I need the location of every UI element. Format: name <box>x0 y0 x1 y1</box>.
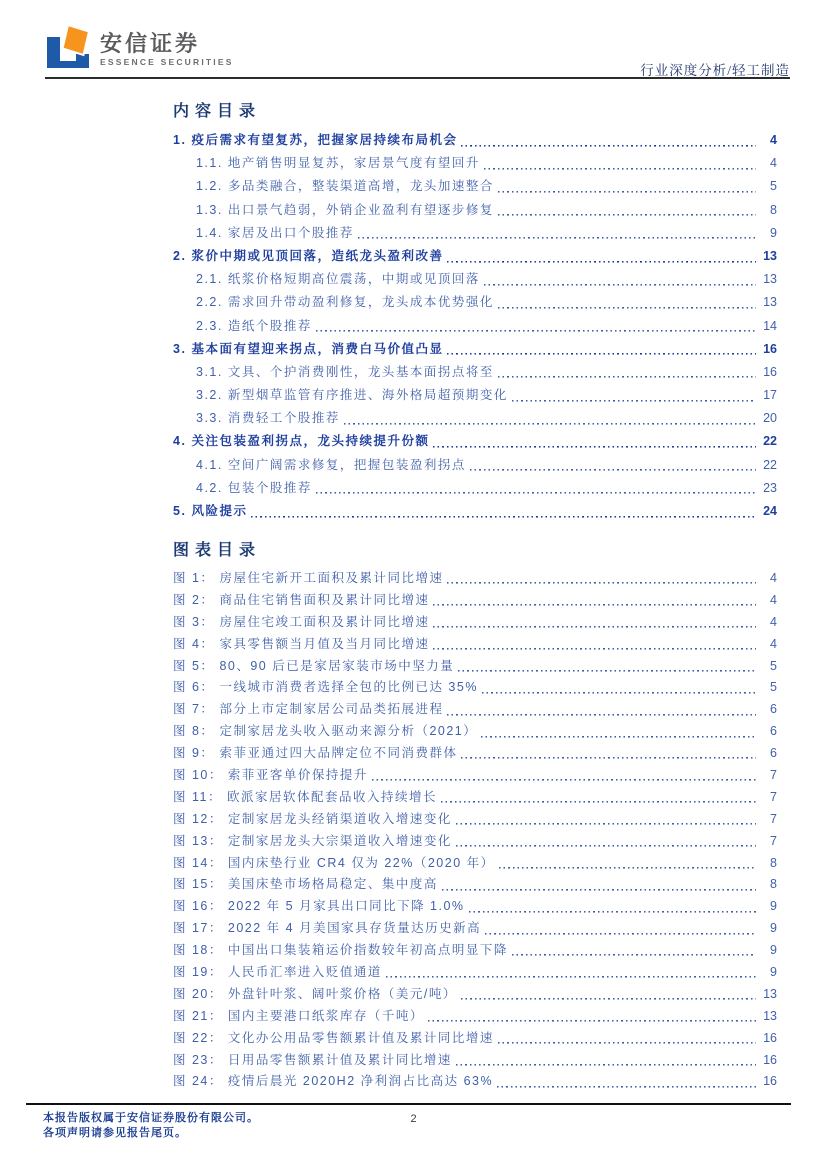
figure-entry <box>173 1071 777 1093</box>
entry-page: 22 <box>763 457 777 472</box>
entry-page: 13 <box>763 986 777 1001</box>
entry-number: 图 17： <box>173 921 223 936</box>
entry-number: 图 1： <box>173 571 215 585</box>
figure-entry <box>173 896 777 918</box>
entry-number: 图 14： <box>173 855 223 870</box>
entry-number: 图 21： <box>173 1008 223 1023</box>
entry-label: 基本面有望迎来拐点，消费白马价值凸显 <box>191 341 444 356</box>
figure-entry <box>173 1028 777 1050</box>
figure-entry <box>173 940 777 962</box>
entry-page: 5 <box>770 680 777 695</box>
header-divider <box>45 77 790 79</box>
entry-label: 外盘针叶浆、阔叶浆价格（美元/吨） <box>227 986 457 1001</box>
entry-label: 关注包装盈利拐点，龙头持续提升份额 <box>191 434 430 449</box>
dot-leader <box>433 430 756 453</box>
entry-label: 2022 年 5 月家具出口同比下降 1.0% <box>227 899 465 914</box>
figure-entry <box>173 743 777 765</box>
entry-label: 欧派家居软体配套品收入持续增长 <box>226 789 437 804</box>
dot-leader <box>498 361 756 384</box>
toc-entry <box>173 175 777 198</box>
entry-label: 疫情后晨光 2020H2 净利润占比高达 63% <box>227 1074 494 1089</box>
entry-number: 3.2. <box>196 388 223 403</box>
dot-leader <box>484 268 756 291</box>
entry-number: 图 7： <box>173 702 215 717</box>
entry-label: 包装个股推荐 <box>227 480 312 495</box>
contents-section <box>173 101 777 523</box>
dot-leader <box>358 222 756 245</box>
entry-label: 纸浆价格短期高位震荡，中期或见顶回落 <box>227 272 480 287</box>
figure-entry <box>173 787 777 809</box>
dot-leader <box>497 1071 756 1093</box>
entry-page: 5 <box>770 179 777 194</box>
entry-number: 3.3. <box>196 411 223 426</box>
entry-number: 1.3. <box>196 202 223 217</box>
brand-name-cn: 安信证券 <box>100 31 201 56</box>
dot-leader <box>433 612 756 634</box>
dot-leader <box>372 765 756 787</box>
entry-number: 图 23： <box>173 1052 223 1067</box>
entry-page: 6 <box>770 702 777 717</box>
entry-label: 中国出口集装箱运价指数较年初高点明显下降 <box>227 943 508 958</box>
toc-entry <box>173 129 777 152</box>
entry-label: 家居及出口个股推荐 <box>227 225 354 240</box>
entry-number: 图 16： <box>173 899 223 914</box>
dot-leader <box>461 743 756 765</box>
entry-label: 新型烟草监管有序推进、海外格局超预期变化 <box>227 388 508 403</box>
entry-label: 需求回升带动盈利修复，龙头成本优势强化 <box>227 295 494 310</box>
dot-leader <box>316 477 756 500</box>
entry-label: 疫后需求有望复苏，把握家居持续布局机会 <box>191 133 458 147</box>
entry-label: 部分上市定制家居公司品类拓展进程 <box>219 702 444 717</box>
entry-number: 3. <box>173 341 187 356</box>
entry-number: 图 2： <box>173 592 215 607</box>
figure-entry <box>173 765 777 787</box>
footer-copyright-line: 本报告版权属于安信证券股份有限公司。 <box>43 1112 259 1124</box>
entry-page: 4 <box>770 571 777 585</box>
entry-number: 4.2. <box>196 480 223 495</box>
entry-number: 图 11： <box>173 789 222 804</box>
toc-entry <box>173 152 777 175</box>
figure-entry <box>173 677 777 699</box>
entry-number: 图 19： <box>173 965 223 980</box>
dot-leader <box>433 590 756 612</box>
dot-leader <box>484 152 756 175</box>
entry-label: 出口景气趋弱，外销企业盈利有望逐步修复 <box>227 202 494 217</box>
figure-entry <box>173 699 777 721</box>
entry-label: 一线城市消费者选择全包的比例已达 35% <box>219 680 478 695</box>
entry-label: 国内床垫行业 CR4 仅为 22%（2020 年） <box>227 855 495 870</box>
entry-page: 16 <box>763 1074 777 1089</box>
dot-leader <box>498 175 756 198</box>
footer-disclaimer-line: 各项声明请参见报告尾页。 <box>43 1127 187 1139</box>
figure-entry <box>173 568 777 590</box>
figure-entry <box>173 721 777 743</box>
entry-number: 图 9： <box>173 746 215 761</box>
dot-leader <box>442 874 756 896</box>
entry-number: 1.1. <box>196 156 223 171</box>
brand-text <box>100 32 234 69</box>
toc-entry <box>173 199 777 222</box>
dot-leader <box>498 1028 756 1050</box>
toc-list <box>173 129 777 523</box>
entry-label: 家具零售额当月值及当月同比增速 <box>219 636 430 651</box>
entry-label: 定制家居龙头收入驱动来源分析（2021） <box>219 724 478 739</box>
entry-label: 定制家居龙头经销渠道收入增速变化 <box>227 811 452 826</box>
entry-number: 2.2. <box>196 295 223 310</box>
dot-leader <box>344 407 756 430</box>
entry-number: 5. <box>173 504 187 518</box>
brand-logo-icon <box>45 24 91 69</box>
entry-number: 图 20： <box>173 986 223 1001</box>
dot-leader <box>512 384 756 407</box>
entry-label: 商品住宅销售面积及累计同比增速 <box>219 592 430 607</box>
entry-label: 造纸个股推荐 <box>227 318 312 333</box>
dot-leader <box>498 291 756 314</box>
dot-leader <box>447 568 756 590</box>
entry-number: 1.2. <box>196 179 223 194</box>
brand-logo <box>45 24 234 69</box>
entry-page: 4 <box>770 133 777 147</box>
entry-page: 9 <box>770 899 777 914</box>
dot-leader <box>485 918 756 940</box>
entry-label: 索菲亚通过四大品牌定位不同消费群体 <box>219 746 458 761</box>
dot-leader <box>428 1006 756 1028</box>
entry-page: 9 <box>770 225 777 240</box>
entry-number: 2.3. <box>196 318 223 333</box>
entry-page: 16 <box>763 1052 777 1067</box>
dot-leader <box>441 787 756 809</box>
entry-page: 20 <box>763 411 777 426</box>
entry-label: 文化办公用品零售额累计值及累计同比增速 <box>227 1030 494 1045</box>
dot-leader <box>316 315 756 338</box>
figures-title: 图表目录 <box>173 542 262 559</box>
entry-page: 5 <box>770 658 777 673</box>
entry-page: 16 <box>763 364 777 379</box>
dot-leader <box>447 338 756 361</box>
entry-page: 24 <box>763 504 777 518</box>
figure-entry <box>173 612 777 634</box>
entry-page: 6 <box>770 724 777 739</box>
entry-page: 16 <box>763 1030 777 1045</box>
entry-number: 1.4. <box>196 225 223 240</box>
figure-entry <box>173 590 777 612</box>
toc-entry <box>173 430 777 453</box>
entry-label: 美国床垫市场格局稳定、集中度高 <box>227 877 438 892</box>
entry-number: 图 13： <box>173 833 223 848</box>
figure-entry <box>173 962 777 984</box>
entry-page: 22 <box>763 434 777 449</box>
entry-page: 13 <box>763 272 777 287</box>
dot-leader <box>456 831 756 853</box>
entry-number: 4. <box>173 434 187 449</box>
entry-page: 23 <box>763 480 777 495</box>
figure-entry <box>173 831 777 853</box>
entry-label: 日用品零售额累计值及累计同比增速 <box>227 1052 452 1067</box>
entry-number: 1. <box>173 133 187 147</box>
entry-number: 2. <box>173 248 187 263</box>
toc-entry <box>173 384 777 407</box>
entry-label: 地产销售明显复苏，家居景气度有望回升 <box>227 156 480 171</box>
entry-page: 4 <box>770 592 777 607</box>
figure-entry <box>173 809 777 831</box>
toc-entry <box>173 500 777 523</box>
entry-number: 图 10： <box>173 768 223 783</box>
toc-entry <box>173 222 777 245</box>
toc-entry <box>173 268 777 291</box>
entry-page: 9 <box>770 921 777 936</box>
entry-label: 索菲亚客单价保持提升 <box>227 768 368 783</box>
toc-entry <box>173 407 777 430</box>
entry-page: 9 <box>770 965 777 980</box>
entry-page: 16 <box>763 341 777 356</box>
entry-number: 3.1. <box>196 364 223 379</box>
entry-page: 7 <box>770 789 777 804</box>
dot-leader <box>499 853 756 875</box>
toc-entry <box>173 315 777 338</box>
entry-page: 7 <box>770 768 777 783</box>
dot-leader <box>458 656 756 678</box>
figure-entry <box>173 853 777 875</box>
entry-number: 图 15： <box>173 877 223 892</box>
entry-page: 8 <box>770 202 777 217</box>
entry-number: 图 8： <box>173 724 215 739</box>
dot-leader <box>461 129 756 152</box>
dot-leader <box>482 677 756 699</box>
report-category: 行业深度分析/轻工制造 <box>640 63 790 78</box>
entry-number: 2.1. <box>196 272 223 287</box>
entry-number: 图 5： <box>173 658 215 673</box>
entry-page: 7 <box>770 811 777 826</box>
toc-entry <box>173 361 777 384</box>
entry-number: 图 6： <box>173 680 215 695</box>
entry-label: 人民币汇率进入贬值通道 <box>227 965 382 980</box>
figure-entry <box>173 1006 777 1028</box>
figure-entry <box>173 918 777 940</box>
entry-label: 空间广阔需求修复，把握包装盈利拐点 <box>227 457 466 472</box>
entry-label: 定制家居龙头大宗渠道收入增速变化 <box>227 833 452 848</box>
dot-leader <box>456 809 756 831</box>
entry-page: 8 <box>770 855 777 870</box>
entry-number: 图 22： <box>173 1030 223 1045</box>
dot-leader <box>481 721 756 743</box>
entry-label: 风险提示 <box>191 504 248 518</box>
toc-entry <box>173 454 777 477</box>
dot-leader <box>498 199 756 222</box>
toc-entry <box>173 477 777 500</box>
entry-label: 房屋住宅新开工面积及累计同比增速 <box>219 571 444 585</box>
entry-number: 4.1. <box>196 457 223 472</box>
dot-leader <box>470 454 756 477</box>
figure-entry <box>173 656 777 678</box>
entry-page: 13 <box>763 248 777 263</box>
entry-number: 图 3： <box>173 614 215 629</box>
entry-page: 4 <box>770 614 777 629</box>
figure-entry <box>173 874 777 896</box>
dot-leader <box>433 634 756 656</box>
dot-leader <box>447 245 756 268</box>
entry-page: 9 <box>770 943 777 958</box>
entry-label: 多品类融合，整装渠道高增，龙头加速整合 <box>227 179 494 194</box>
entry-page: 6 <box>770 746 777 761</box>
dot-leader <box>461 984 756 1006</box>
entry-number: 图 12： <box>173 811 223 826</box>
figure-entry <box>173 1050 777 1072</box>
entry-label: 消费轻工个股推荐 <box>227 411 340 426</box>
figure-list <box>173 568 777 1093</box>
toc-entry <box>173 338 777 361</box>
dot-leader <box>512 940 756 962</box>
brand-name-en: ESSENCE SECURITIES <box>100 57 234 67</box>
entry-number: 图 24： <box>173 1074 223 1089</box>
entry-page: 7 <box>770 833 777 848</box>
entry-label: 80、90 后已是家居家装市场中坚力量 <box>219 658 455 673</box>
figure-entry <box>173 634 777 656</box>
page-number: 2 <box>410 1113 417 1125</box>
entry-number: 图 18： <box>173 943 223 958</box>
toc-entry <box>173 245 777 268</box>
entry-label: 浆价中期或见顶回落，造纸龙头盈利改善 <box>191 248 444 263</box>
entry-label: 国内主要港口纸浆库存（千吨） <box>227 1008 424 1023</box>
entry-page: 4 <box>770 156 777 171</box>
entry-label: 2022 年 4 月美国家具存货量达历史新高 <box>227 921 482 936</box>
entry-page: 4 <box>770 636 777 651</box>
entry-page: 13 <box>763 1008 777 1023</box>
dot-leader <box>386 962 756 984</box>
entry-label: 房屋住宅竣工面积及累计同比增速 <box>219 614 430 629</box>
dot-leader <box>469 896 756 918</box>
contents-title: 内容目录 <box>173 103 262 120</box>
entry-label: 文具、个护消费刚性，龙头基本面拐点将至 <box>227 364 494 379</box>
footer-divider <box>26 1103 791 1105</box>
dot-leader <box>447 699 756 721</box>
dot-leader <box>251 500 756 523</box>
entry-number: 图 4： <box>173 636 215 651</box>
entry-page: 13 <box>763 295 777 310</box>
toc-entry <box>173 291 777 314</box>
entry-page: 14 <box>763 318 777 333</box>
entry-page: 8 <box>770 877 777 892</box>
figures-section <box>173 540 777 1093</box>
entry-page: 17 <box>763 388 777 403</box>
figure-entry <box>173 984 777 1006</box>
dot-leader <box>456 1050 756 1072</box>
